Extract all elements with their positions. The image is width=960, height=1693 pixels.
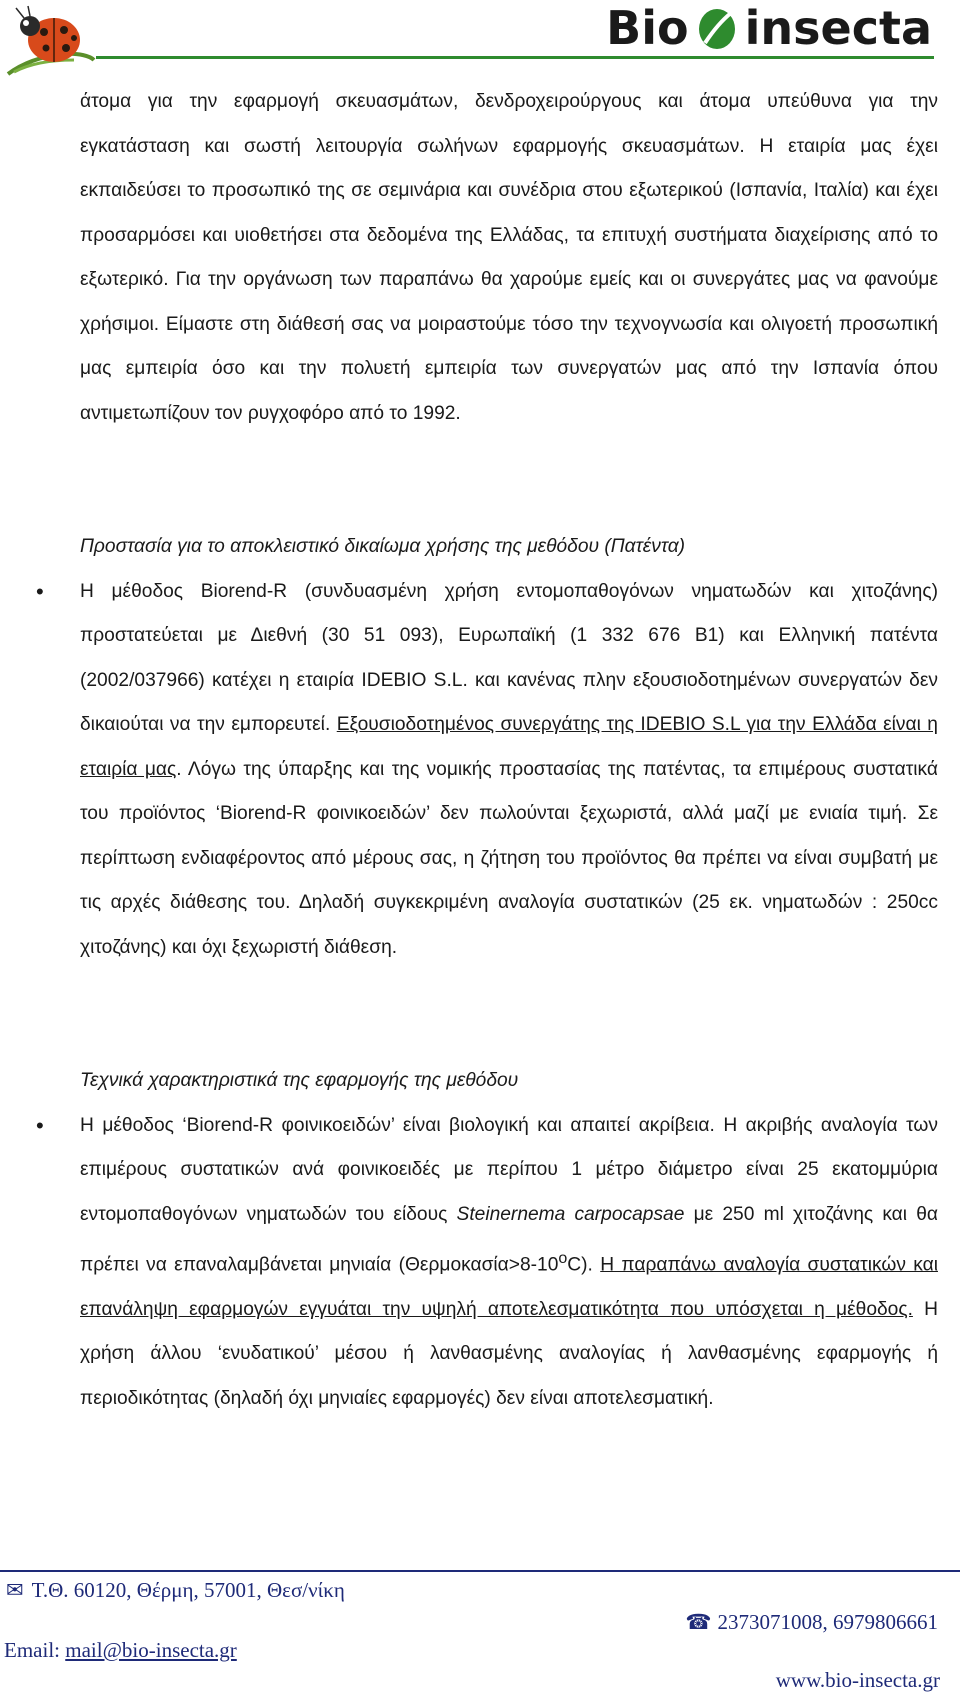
section2-heading: Τεχνικά χαρακτηριστικά της εφαρμογής της μεθόδου xyxy=(80,1070,519,1091)
section2-text-c: C). xyxy=(567,1254,601,1276)
footer-phone xyxy=(685,1610,938,1635)
footer-address xyxy=(6,1578,345,1603)
logo-text-insecta: insecta xyxy=(744,1,932,55)
footer-email xyxy=(4,1638,237,1663)
section2-text-b: με 250 ml χιτοζάνης και θα πρέπει να επαναλαμβάνεται μηνιαία (Θερμοκασία>8-10 xyxy=(80,1203,938,1276)
document-body xyxy=(36,80,938,1421)
bio-insecta-logo xyxy=(606,2,932,54)
email-link[interactable]: mail@bio-insecta.gr xyxy=(65,1638,237,1662)
section1-text-b: . Λόγω της ύπαρξης και της νομικής προστασίας της πατέντας, τα επιμέρους συστατικά του προϊόντος ‘Biorend-R φοινικοειδών’ δεν πωλούνται ξεχωριστά, αλλά μαζί με ενιαία τιμή. Σε περίπτωση ενδιαφέροντος από μέρους σας, η ζήτηση του προϊόντος θα πρέπει να είναι συμβατή με τις αρχές διάθεσης του. Δηλαδή συγκεκριμένη αναλογία συστατικών (25 εκ. νηματωδών : 250cc χιτοζάνης) και όχι ξεχωριστή διάθεση. xyxy=(80,758,938,958)
phone-numbers: 2373071008, 6979806661 xyxy=(717,1610,938,1634)
section2-underlined-text: Η παραπάνω αναλογία συστατικών και επανάληψη εφαρμογών εγγυάται την υψηλή αποτελεσματικότητα που υπόσχεται η μέθοδος. xyxy=(80,1254,938,1320)
degree-mark: o xyxy=(558,1250,568,1267)
phone-icon: ☎ xyxy=(685,1610,712,1634)
ladybug-icon xyxy=(4,4,96,78)
section1-bullet-item xyxy=(36,570,938,971)
leaf-icon xyxy=(695,5,739,51)
footer-divider xyxy=(0,1570,960,1572)
bullet-marker: • xyxy=(36,578,44,604)
section2-paragraph xyxy=(80,1104,938,1422)
section-spacer xyxy=(80,436,938,525)
section2-bullet-item xyxy=(36,1104,938,1422)
section1-heading: Προστασία για το αποκλειστικό δικαίωμα χρήσης της μεθόδου (Πατέντα) xyxy=(80,536,686,557)
section2-text-a: Η μέθοδος ‘Biorend-R φοινικοειδών’ είναι βιολογική και απαιτεί ακρίβεια. Η ακριβής αναλογία των επιμέρους συστατικών ανά φοινικοειδές με περίπου 1 μέτρο διάμετρο είναι 25 εκατομμύρια εντομοπαθογόνων νηματωδών του είδους xyxy=(80,1114,938,1225)
website-link[interactable]: www.bio-insecta.gr xyxy=(775,1668,940,1692)
section2-text-d: Η χρήση άλλου ‘ενυδατικού’ μέσου ή λανθασμένης αναλογίας ή λανθασμένης εφαρμογής ή περιοδικότητας (δηλαδή όχι μηνιαίες εφαρμογές) δεν είναι αποτελεσματική. xyxy=(80,1298,938,1409)
species-name: Steinernema carpocapsae xyxy=(456,1203,685,1225)
intro-paragraph: άτομα για την εφαρμογή σκευασμάτων, δενδροχειρούργους και άτομα υπεύθυνα για την εγκατάσταση και σωστή λειτουργία σωλήνων εφαρμογής σκευασμάτων. Η εταιρία μας έχει εκπαιδεύσει το προσωπικό της σε σεμινάρια και συνέδρια στου εξωτερικού (Ισπανία, Ιταλία) και έχει προσαρμόσει και υιοθετήσει στα δεδομένα της Ελλάδας, τα επιτυχή συστήματα διαχείρισης από το εξωτερικό. Για την οργάνωση των παραπάνω θα χαρούμε εμείς και οι συνεργάτες μας να φανούμε χρήσιμοι. Είμαστε στη διάθεσή σας να μοιραστούμε τόσο την τεχνογνωσία και ολιγοετή προσωπική μας εμπειρία όσο και την πολυετή εμπειρία των συνεργατών μας από την Ισπανία όπου αντιμετωπίζουν τον ρυγχοφόρο από το 1992. xyxy=(80,91,938,424)
section1-underlined-text: Εξουσιοδοτημένος συνεργάτης της IDEBIO S.L για την Ελλάδα είναι η εταιρία μας xyxy=(80,714,938,780)
header-divider xyxy=(96,56,934,59)
envelope-icon: ✉ xyxy=(6,1578,24,1602)
address-text: Τ.Θ. 60120, Θέρμη, 57001, Θεσ/νίκη xyxy=(31,1578,345,1602)
section1-paragraph xyxy=(80,570,938,971)
bullet-marker: • xyxy=(36,1112,44,1138)
email-label: Email: xyxy=(4,1638,66,1662)
page-footer xyxy=(0,1574,960,1692)
section-spacer xyxy=(80,970,938,1059)
logo-text-bio: Bio xyxy=(606,1,689,55)
page-header xyxy=(0,0,960,80)
section1-text-a: Η μέθοδος Biorend-R (συνδυασμένη χρήση εντομοπαθογόνων νηματωδών και χιτοζάνης) προστατεύεται με Διεθνή (30 51 093), Ευρωπαϊκή (1 332 676 B1) και Ελληνική πατέντα (2002/037966) κατέχει η εταιρία IDEBIO S.L. και κανένας πλην εξουσιοδοτημένων συνεργατών δεν δικαιούται να την εμπορευτεί. xyxy=(80,580,938,735)
